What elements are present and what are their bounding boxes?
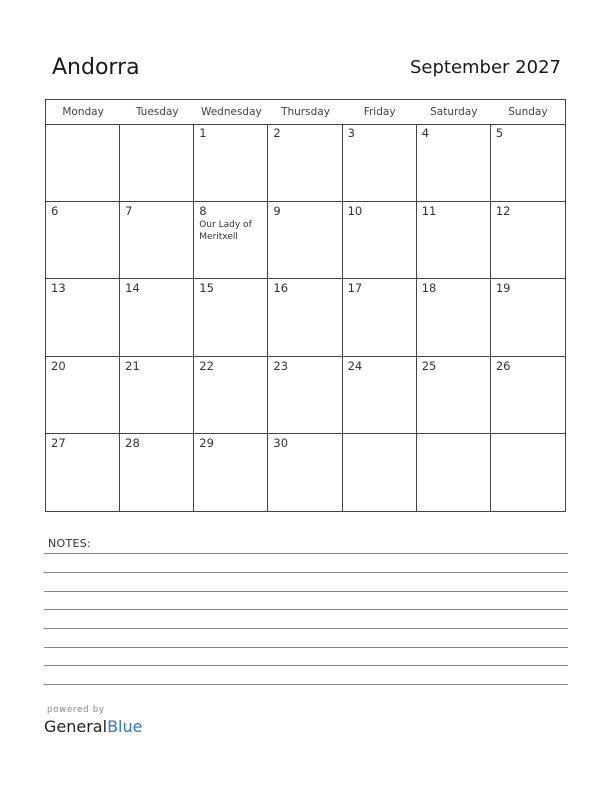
- day-number: 23: [273, 358, 289, 373]
- notes-line: [44, 665, 568, 666]
- weekday-thursday: Thursday: [281, 106, 330, 118]
- day-number: 30: [273, 436, 289, 451]
- day-number: 13: [51, 281, 66, 296]
- day-number: 5: [495, 126, 504, 140]
- day-cell: [120, 202, 194, 280]
- day-cell: [120, 279, 194, 357]
- brand-logo[interactable]: [44, 717, 142, 736]
- notes-label: NOTES:: [48, 537, 92, 550]
- day-cell: [343, 434, 417, 512]
- weekday-wednesday: Wednesday: [200, 106, 262, 118]
- day-number: 22: [199, 358, 214, 373]
- weekday-tuesday: Tuesday: [135, 106, 179, 118]
- day-cell: [417, 124, 491, 202]
- day-number: 25: [421, 358, 437, 373]
- day-cell: [194, 357, 268, 435]
- country-title: Andorra: [52, 55, 140, 80]
- month-year-title: September 2027: [409, 57, 561, 78]
- weekday-saturday: Saturday: [430, 106, 478, 118]
- weekday-monday: Monday: [62, 106, 104, 118]
- day-number: 16: [273, 281, 289, 296]
- day-cell: [46, 202, 120, 280]
- day-number: 12: [495, 203, 511, 218]
- day-number: 2: [273, 126, 281, 140]
- day-cell: [46, 279, 120, 357]
- day-cell: [491, 124, 565, 202]
- day-number: 9: [273, 203, 281, 218]
- day-number: 27: [51, 436, 66, 451]
- day-cell: [417, 357, 491, 435]
- day-cell: [194, 124, 268, 202]
- day-cell: [268, 434, 342, 512]
- day-cell: [268, 357, 342, 435]
- day-number: 4: [421, 126, 430, 140]
- holiday-label: Our Lady of Meritxell: [199, 219, 252, 242]
- day-cell: [194, 202, 268, 280]
- brand-general: General: [44, 717, 108, 736]
- day-number: 7: [125, 203, 133, 218]
- day-number: 11: [421, 203, 437, 218]
- day-number: 15: [199, 281, 214, 296]
- day-number: 6: [51, 203, 59, 218]
- day-cell: [268, 202, 342, 280]
- day-cell: [417, 279, 491, 357]
- notes-line: [44, 684, 568, 685]
- day-cell: [46, 434, 120, 512]
- notes-line: [44, 591, 568, 592]
- day-cell: [491, 434, 565, 512]
- day-cells: [46, 124, 565, 512]
- day-cell: [120, 124, 194, 202]
- weekday-sunday: Sunday: [508, 106, 548, 118]
- weekday-friday: Friday: [363, 106, 396, 118]
- day-number: 17: [347, 281, 363, 296]
- day-number: 26: [495, 358, 511, 373]
- day-cell: [491, 279, 565, 357]
- day-number: 8: [199, 203, 207, 218]
- day-cell: [491, 202, 565, 280]
- day-cell: [46, 124, 120, 202]
- day-cell: [194, 279, 268, 357]
- day-cell: [120, 434, 194, 512]
- day-cell: [343, 124, 417, 202]
- notes-line: [44, 609, 568, 610]
- powered-by-text: powered by: [47, 705, 105, 715]
- day-cell: [417, 202, 491, 280]
- day-number: 18: [421, 281, 437, 296]
- day-number: 28: [125, 436, 140, 451]
- notes-line: [44, 628, 568, 629]
- day-number: 3: [347, 126, 355, 140]
- day-cell: [268, 279, 342, 357]
- day-cell: [491, 357, 565, 435]
- day-number: 29: [199, 436, 214, 451]
- day-number: 20: [51, 358, 66, 373]
- day-cell: [343, 202, 417, 280]
- day-number: 24: [347, 358, 363, 373]
- brand-blue: Blue: [107, 717, 143, 736]
- notes-line: [44, 647, 568, 648]
- weekday-header: [46, 100, 565, 125]
- day-number: 1: [199, 126, 207, 140]
- day-number: 10: [347, 203, 363, 218]
- day-number: 14: [125, 281, 140, 296]
- day-cell: [417, 434, 491, 512]
- day-cell: [268, 124, 342, 202]
- day-number: 21: [125, 358, 140, 373]
- day-cell: [46, 357, 120, 435]
- day-cell: [343, 357, 417, 435]
- notes-line: [44, 572, 568, 573]
- day-cell: [194, 434, 268, 512]
- day-cell: [343, 279, 417, 357]
- calendar-grid: [45, 99, 566, 512]
- day-number: 19: [495, 281, 511, 296]
- day-cell: [120, 357, 194, 435]
- notes-line: [44, 553, 568, 554]
